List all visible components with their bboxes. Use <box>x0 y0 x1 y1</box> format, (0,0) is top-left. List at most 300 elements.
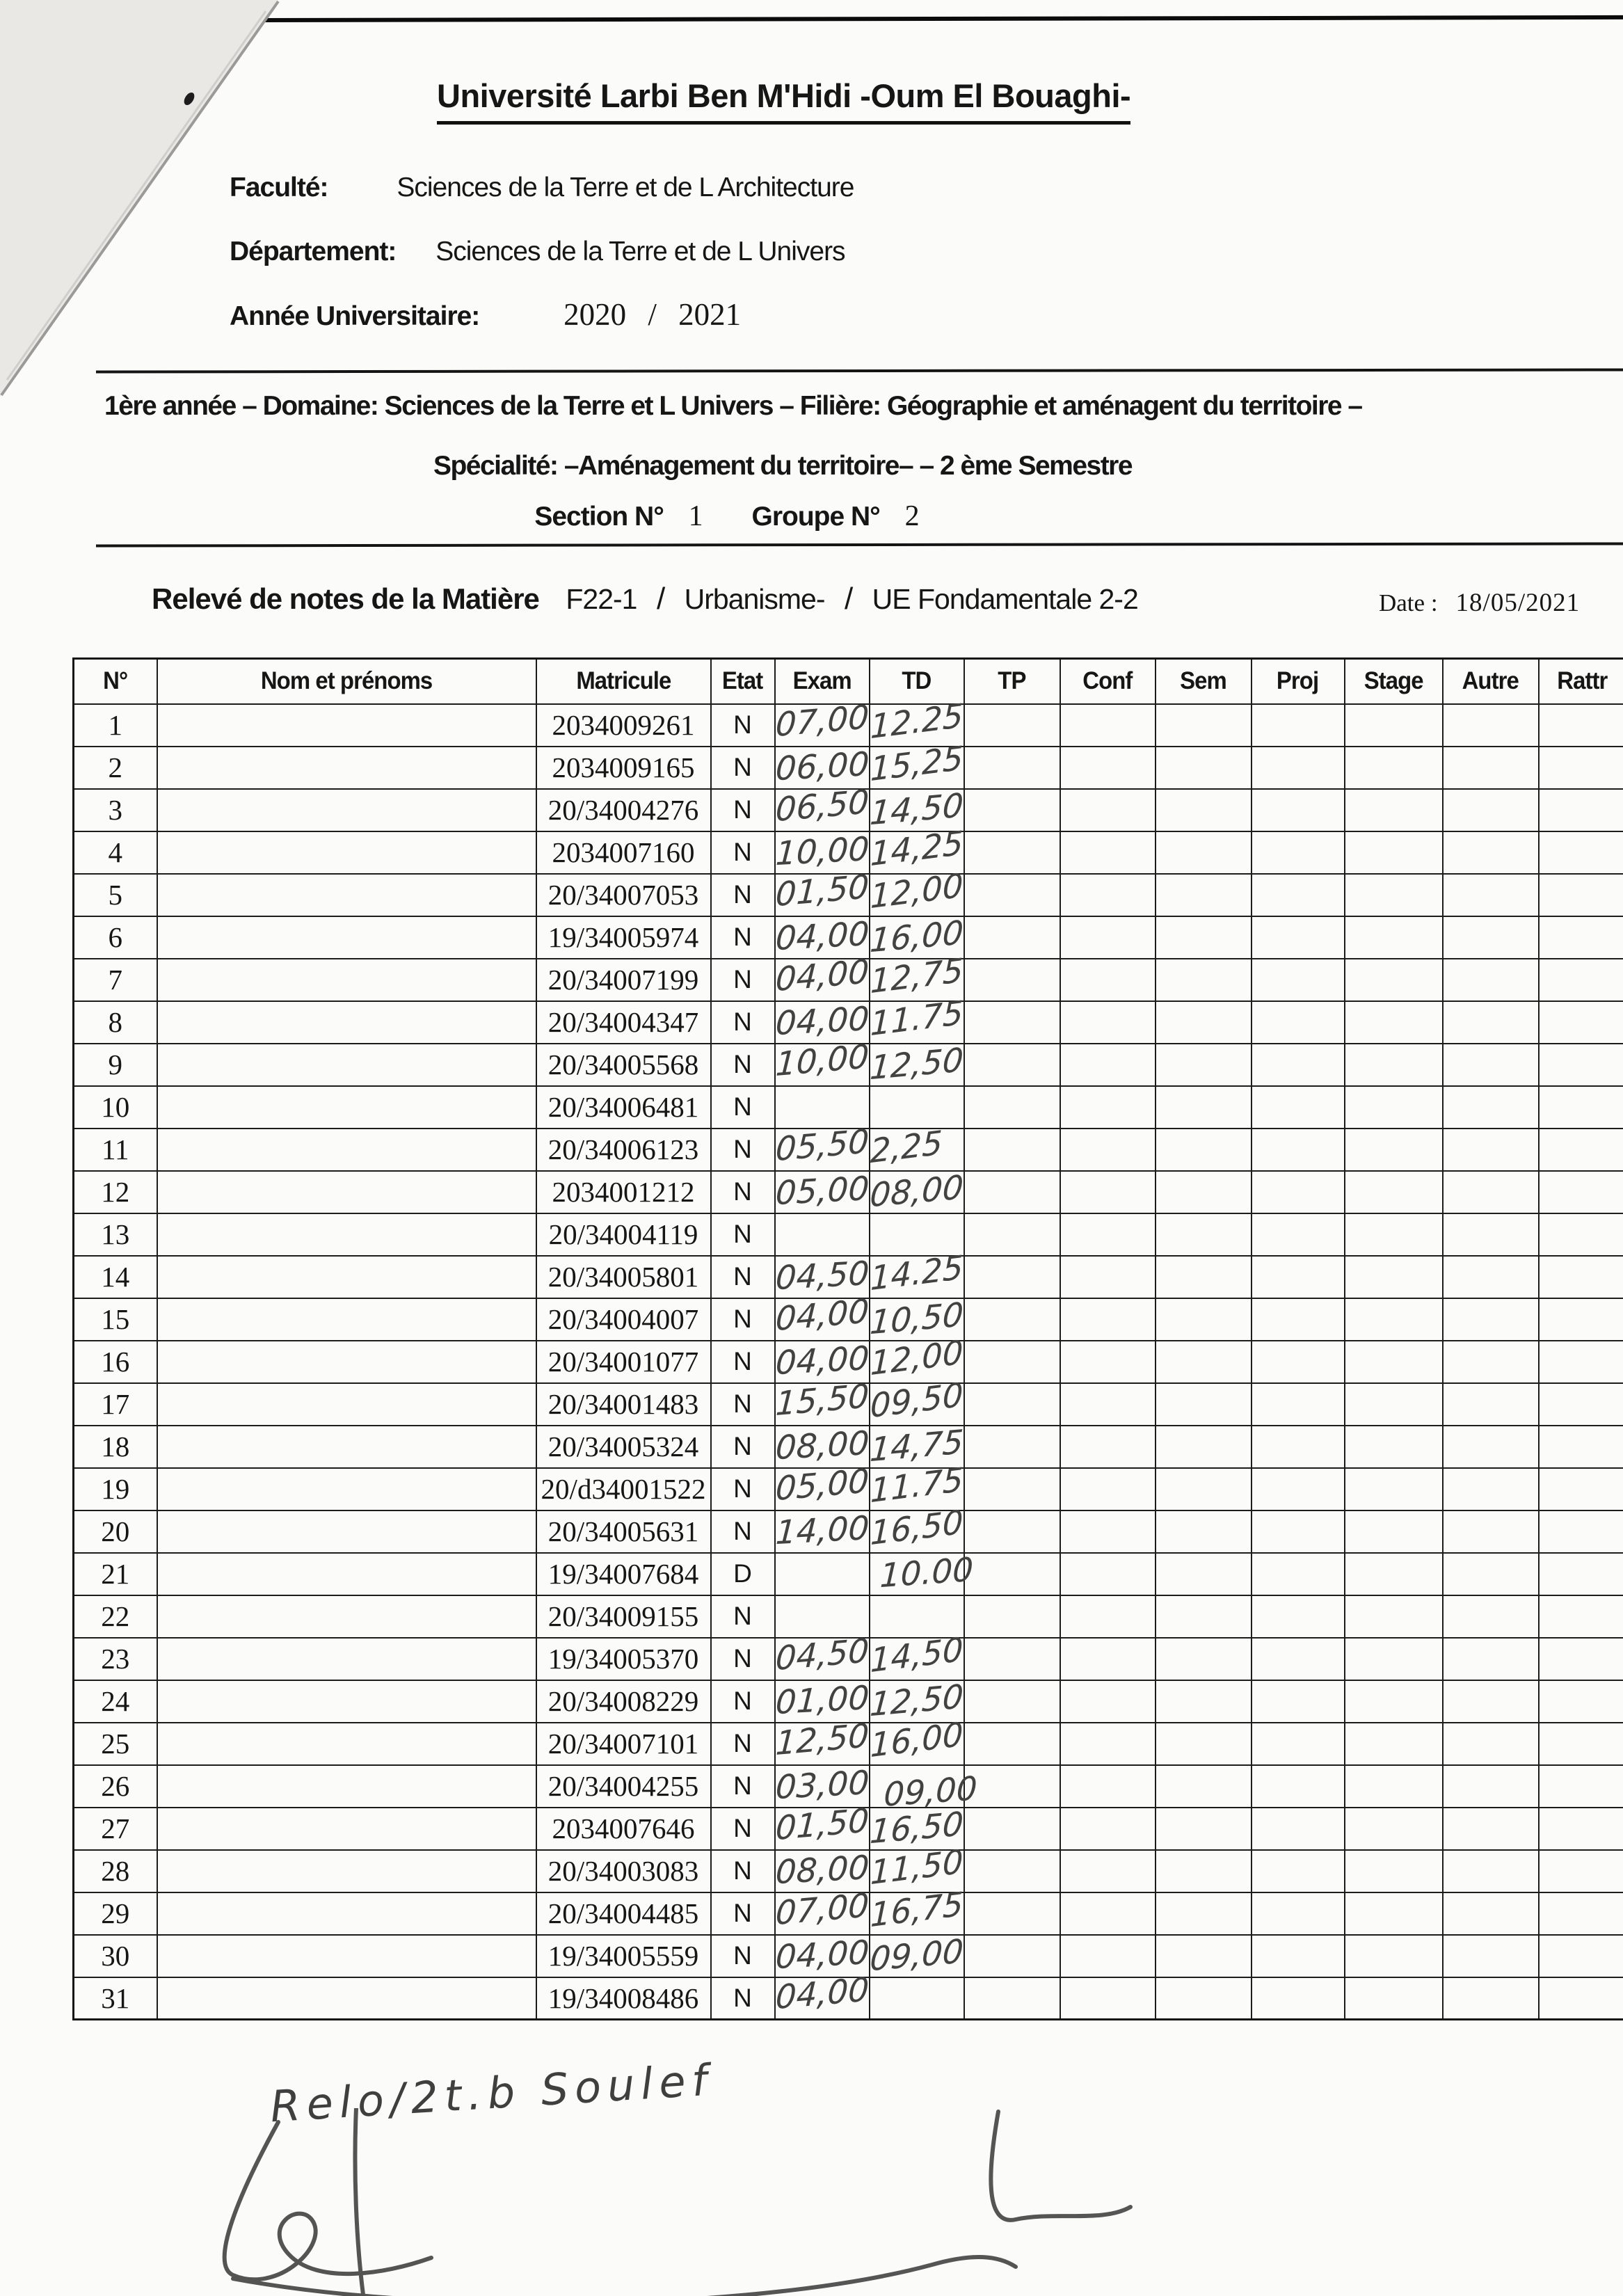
name-cell <box>157 1723 536 1765</box>
exam-cell <box>774 1291 870 1341</box>
tp-cell <box>964 1468 1060 1510</box>
handwritten-td-score: 12.25 <box>869 696 964 747</box>
rattr-cell <box>1539 874 1623 916</box>
sem-cell <box>1156 1977 1252 2020</box>
etat-cell: N <box>711 1426 775 1468</box>
handwritten-td-score: 14,25 <box>869 823 964 874</box>
separator-slash: / <box>844 582 853 616</box>
td-cell <box>869 1460 964 1510</box>
stage-cell <box>1345 1595 1443 1638</box>
handwritten-td-score: 14.25 <box>869 1247 964 1298</box>
sem-cell <box>1156 1468 1252 1510</box>
etat-cell: N <box>711 1213 775 1256</box>
td-cell <box>868 1677 965 1724</box>
num-cell: 31 <box>74 1977 157 2020</box>
td-cell <box>870 1595 964 1638</box>
sem-cell <box>1156 1213 1252 1256</box>
name-cell <box>157 1553 536 1595</box>
exam-cell <box>775 1086 870 1129</box>
autre-cell <box>1443 1977 1539 2020</box>
sem-cell <box>1156 747 1252 789</box>
table-row <box>74 1553 1623 1595</box>
name-cell <box>157 1808 536 1850</box>
etat-cell: N <box>711 916 775 959</box>
proj-cell <box>1252 789 1345 831</box>
tp-cell <box>964 1213 1060 1256</box>
stage-cell <box>1345 1129 1443 1171</box>
proj-cell <box>1252 704 1345 747</box>
specialite-line: Spécialité: –Aménagement du territoire– – 2 ème Semestre <box>433 451 1133 481</box>
autre-cell <box>1443 1298 1539 1341</box>
rattr-cell <box>1539 1426 1623 1468</box>
handwritten-exam-score: 05,00 <box>774 1461 870 1508</box>
etat-cell: N <box>711 1341 775 1383</box>
stage-cell <box>1345 1298 1443 1341</box>
etat-cell: N <box>711 1595 775 1638</box>
table-row <box>74 1129 1623 1171</box>
conf-cell <box>1060 1850 1156 1892</box>
autre-cell <box>1443 1213 1539 1256</box>
tp-cell <box>964 789 1060 831</box>
td-cell <box>868 1167 965 1215</box>
etat-cell: N <box>711 1383 775 1426</box>
etat-cell: N <box>711 704 775 747</box>
exam-cell <box>775 1001 870 1044</box>
col-header-sem: Sem <box>1156 659 1252 704</box>
tp-cell <box>964 1892 1060 1935</box>
exam-cell <box>774 782 870 831</box>
matricule-cell: 2034007646 <box>536 1808 711 1850</box>
etat-cell: N <box>711 959 775 1001</box>
grades-table <box>72 657 1623 2020</box>
stage-cell <box>1345 1426 1443 1468</box>
num-cell: 21 <box>74 1553 157 1595</box>
exam-cell <box>774 1037 870 1086</box>
conf-cell <box>1060 874 1156 916</box>
num-cell: 28 <box>74 1850 157 1892</box>
tp-cell <box>964 1256 1060 1298</box>
matricule-cell: 20/34001483 <box>536 1383 711 1426</box>
grades-table-header <box>74 659 1623 704</box>
matiere-name: Urbanisme- <box>684 583 825 615</box>
tp-cell <box>964 1765 1060 1808</box>
etat-cell: N <box>711 1256 775 1298</box>
rattr-cell <box>1539 789 1623 831</box>
table-row <box>74 1341 1623 1383</box>
matricule-cell: 2034009261 <box>536 704 711 747</box>
etat-cell: N <box>711 874 775 916</box>
rattr-cell <box>1539 1129 1623 1171</box>
num-cell: 14 <box>74 1256 157 1298</box>
name-cell <box>157 747 536 789</box>
tp-cell <box>964 1680 1060 1723</box>
rattr-cell <box>1539 1256 1623 1298</box>
name-cell <box>157 1468 536 1510</box>
autre-cell <box>1443 789 1539 831</box>
handwritten-exam-score: 04,00 <box>774 914 870 958</box>
matricule-cell: 20/34004485 <box>536 1892 711 1935</box>
sem-cell <box>1156 1256 1252 1298</box>
autre-cell <box>1443 874 1539 916</box>
handwritten-exam-score: 10,00 <box>774 1037 870 1084</box>
sem-cell <box>1156 1638 1252 1680</box>
proj-cell <box>1252 959 1345 1001</box>
tp-cell <box>964 1850 1060 1892</box>
exam-cell <box>774 697 870 747</box>
col-header-name: Nom et prénoms <box>157 659 536 704</box>
tp-cell <box>964 831 1060 874</box>
tp-cell <box>964 1298 1060 1341</box>
sem-cell <box>1156 1723 1252 1765</box>
proj-cell <box>1252 747 1345 789</box>
autre-cell <box>1443 831 1539 874</box>
tp-cell <box>964 1553 1060 1595</box>
etat-cell: N <box>711 1723 775 1765</box>
handwritten-td-score: 11,50 <box>869 1842 964 1892</box>
sem-cell <box>1156 1680 1252 1723</box>
matricule-cell: 20/34007053 <box>536 874 711 916</box>
etat-cell: N <box>711 1850 775 1892</box>
divider-line-bottom <box>96 542 1623 547</box>
matricule-cell: 20/34004007 <box>536 1298 711 1341</box>
exam-cell <box>774 1122 870 1171</box>
autre-cell <box>1443 704 1539 747</box>
faculte-value: Sciences de la Terre et de L Architecture <box>397 173 854 202</box>
rattr-cell <box>1539 1808 1623 1850</box>
rattr-cell <box>1539 1638 1623 1680</box>
handwritten-td-score: 16,50 <box>869 1502 964 1553</box>
handwritten-td-score: 12,00 <box>869 1332 964 1383</box>
autre-cell <box>1443 1510 1539 1553</box>
etat-cell: D <box>711 1553 775 1595</box>
proj-cell <box>1252 1808 1345 1850</box>
handwritten-td-score: 14,50 <box>869 1629 964 1680</box>
divider-line-top <box>96 368 1623 373</box>
proj-cell <box>1252 1553 1345 1595</box>
releve-line <box>152 582 1138 616</box>
matricule-cell: 20/34007101 <box>536 1723 711 1765</box>
scan-edge-line <box>240 15 1623 22</box>
exam-cell <box>774 1970 870 2020</box>
td-cell <box>869 1502 964 1553</box>
num-cell: 18 <box>74 1426 157 1468</box>
exam-cell <box>774 867 870 916</box>
proj-cell <box>1252 1044 1345 1086</box>
col-header-tp: TP <box>964 659 1060 704</box>
conf-cell <box>1060 916 1156 959</box>
col-header-exam: Exam <box>775 659 870 704</box>
sem-cell <box>1156 874 1252 916</box>
table-row <box>74 789 1623 831</box>
date-label: Date : <box>1379 589 1438 616</box>
proj-cell <box>1252 1468 1345 1510</box>
proj-cell <box>1252 1850 1345 1892</box>
num-cell: 4 <box>74 831 157 874</box>
proj-cell <box>1252 1977 1345 2020</box>
handwritten-exam-score: 12,50 <box>774 1716 870 1763</box>
handwritten-td-score: 09,00 <box>868 1931 965 1979</box>
handwritten-exam-score: 07,00 <box>774 1886 870 1933</box>
matricule-cell: 20/34009155 <box>536 1595 711 1638</box>
conf-cell <box>1060 1256 1156 1298</box>
table-row <box>74 1086 1623 1129</box>
tp-cell <box>964 1510 1060 1553</box>
groupe-number: 2 <box>904 500 920 532</box>
tp-cell <box>964 1977 1060 2020</box>
handwritten-exam-score: 03,00 <box>774 1763 870 1807</box>
sem-cell <box>1156 1935 1252 1977</box>
num-cell: 8 <box>74 1001 157 1044</box>
sem-cell <box>1156 1171 1252 1213</box>
name-cell <box>157 1680 536 1723</box>
annee-label: Année Universitaire: <box>230 301 480 331</box>
proj-cell <box>1252 1086 1345 1129</box>
conf-cell <box>1060 1638 1156 1680</box>
sem-cell <box>1156 1426 1252 1468</box>
col-header-stage: Stage <box>1345 659 1443 704</box>
conf-cell <box>1060 1383 1156 1426</box>
proj-cell <box>1252 1638 1345 1680</box>
td-cell <box>869 950 964 1001</box>
table-row <box>74 874 1623 916</box>
stage-cell <box>1345 1723 1443 1765</box>
autre-cell <box>1443 747 1539 789</box>
stage-cell <box>1345 831 1443 874</box>
rattr-cell <box>1539 747 1623 789</box>
conf-cell <box>1060 789 1156 831</box>
col-header-autre: Autre <box>1443 659 1539 704</box>
sem-cell <box>1156 1044 1252 1086</box>
handwritten-td-score: 11.75 <box>869 993 964 1044</box>
autre-cell <box>1443 1808 1539 1850</box>
exam-cell <box>775 1935 870 1977</box>
name-cell <box>157 704 536 747</box>
conf-cell <box>1060 1680 1156 1723</box>
departement-label: Département: <box>230 237 397 266</box>
handwritten-td-score: 2,25 <box>869 1123 943 1171</box>
table-row <box>74 959 1623 1001</box>
tp-cell <box>964 1383 1060 1426</box>
annee-value: 2020 / 2021 <box>563 297 742 332</box>
table-row <box>74 1383 1623 1426</box>
autre-cell <box>1443 916 1539 959</box>
stage-cell <box>1345 1935 1443 1977</box>
td-cell <box>868 786 965 833</box>
rattr-cell <box>1539 1850 1623 1892</box>
handwritten-exam-score: 01,00 <box>774 1678 870 1722</box>
name-cell <box>157 1638 536 1680</box>
stage-cell <box>1345 747 1443 789</box>
handwritten-exam-score: 08,00 <box>774 1848 870 1892</box>
name-cell <box>157 1850 536 1892</box>
stage-cell <box>1345 1808 1443 1850</box>
exam-cell <box>775 1553 870 1595</box>
handwritten-exam-score: 14,00 <box>774 1508 870 1552</box>
td-cell <box>868 1295 965 1342</box>
sem-cell <box>1156 704 1252 747</box>
handwritten-exam-score: 15,50 <box>774 1376 870 1424</box>
etat-cell: N <box>711 1977 775 2020</box>
conf-cell <box>1060 1595 1156 1638</box>
sem-cell <box>1156 1850 1252 1892</box>
num-cell: 22 <box>74 1595 157 1638</box>
rattr-cell <box>1539 1935 1623 1977</box>
etat-cell: N <box>711 1298 775 1341</box>
signature-monogram <box>225 2122 431 2279</box>
departement-value: Sciences de la Terre et de L Univers <box>435 237 845 266</box>
name-cell <box>157 1044 536 1086</box>
sem-cell <box>1156 1383 1252 1426</box>
matricule-cell: 20/34005801 <box>536 1256 711 1298</box>
exam-cell <box>775 1680 870 1723</box>
sem-cell <box>1156 1510 1252 1553</box>
name-cell <box>157 1892 536 1935</box>
rattr-cell <box>1539 959 1623 1001</box>
tp-cell <box>964 1086 1060 1129</box>
proj-cell <box>1252 1680 1345 1723</box>
handwritten-exam-score: 01,50 <box>774 1801 870 1848</box>
name-cell <box>157 1129 536 1171</box>
exam-cell <box>774 1631 870 1680</box>
conf-cell <box>1060 1553 1156 1595</box>
exam-cell <box>774 1376 870 1426</box>
autre-cell <box>1443 1001 1539 1044</box>
exam-cell <box>775 831 870 874</box>
rattr-cell <box>1539 1680 1623 1723</box>
tp-cell <box>964 1001 1060 1044</box>
name-cell <box>157 916 536 959</box>
rattr-cell <box>1539 1171 1623 1213</box>
td-cell <box>870 1213 964 1256</box>
conf-cell <box>1060 1935 1156 1977</box>
table-row <box>74 1850 1623 1892</box>
handwritten-exam-score: 10,00 <box>774 829 870 873</box>
handwritten-td-score: 11.75 <box>869 1460 964 1510</box>
rattr-cell <box>1539 1595 1623 1638</box>
conf-cell <box>1060 1468 1156 1510</box>
rattr-cell <box>1539 1086 1623 1129</box>
num-cell: 20 <box>74 1510 157 1553</box>
exam-cell <box>775 1765 870 1808</box>
conf-cell <box>1060 747 1156 789</box>
table-row <box>74 1213 1623 1256</box>
num-cell: 19 <box>74 1468 157 1510</box>
sem-cell <box>1156 1086 1252 1129</box>
td-cell <box>869 1332 964 1383</box>
handwritten-td-score: 15,25 <box>869 738 964 789</box>
rattr-cell <box>1539 1553 1623 1595</box>
matricule-cell: 20/34004347 <box>536 1001 711 1044</box>
name-cell <box>157 1341 536 1383</box>
rattr-cell <box>1539 1383 1623 1426</box>
proj-cell <box>1252 1256 1345 1298</box>
handwritten-td-score: 09,00 <box>882 1769 978 1815</box>
td-cell <box>869 1247 964 1298</box>
sem-cell <box>1156 831 1252 874</box>
autre-cell <box>1443 1765 1539 1808</box>
matricule-cell: 20/34003083 <box>536 1850 711 1892</box>
etat-cell: N <box>711 831 775 874</box>
td-cell <box>870 1550 974 1595</box>
stage-cell <box>1345 959 1443 1001</box>
etat-cell: N <box>711 1935 775 1977</box>
col-header-rattr: Rattr <box>1539 659 1623 704</box>
conf-cell <box>1060 1808 1156 1850</box>
stage-cell <box>1345 1001 1443 1044</box>
exam-cell <box>774 1801 870 1850</box>
handwritten-td-score: 14,50 <box>868 786 965 833</box>
num-cell: 15 <box>74 1298 157 1341</box>
matricule-cell: 19/34007684 <box>536 1553 711 1595</box>
td-cell <box>869 993 964 1044</box>
conf-cell <box>1060 704 1156 747</box>
handwritten-signature-scribble <box>174 2108 1259 2296</box>
table-row <box>74 1298 1623 1341</box>
num-cell: 12 <box>74 1171 157 1213</box>
tp-cell <box>964 1638 1060 1680</box>
handwritten-exam-score: 06,00 <box>774 744 870 788</box>
matricule-cell: 20/34006123 <box>536 1129 711 1171</box>
conf-cell <box>1060 1892 1156 1935</box>
col-header-num: N° <box>74 659 157 704</box>
conf-cell <box>1060 1723 1156 1765</box>
td-cell <box>869 1842 964 1892</box>
tp-cell <box>964 1129 1060 1171</box>
exam-cell <box>775 916 870 959</box>
rattr-cell <box>1539 1977 1623 2020</box>
tp-cell <box>964 1171 1060 1213</box>
faculte-label: Faculté: <box>230 173 328 202</box>
autre-cell <box>1443 1680 1539 1723</box>
conf-cell <box>1060 1001 1156 1044</box>
stage-cell <box>1345 1086 1443 1129</box>
signature-flourish <box>991 2112 1130 2220</box>
name-cell <box>157 1426 536 1468</box>
stage-cell <box>1345 1765 1443 1808</box>
rattr-cell <box>1539 1723 1623 1765</box>
td-cell <box>868 1040 965 1087</box>
handwritten-td-score: 16,00 <box>869 1714 964 1765</box>
proj-cell <box>1252 1171 1345 1213</box>
proj-cell <box>1252 1510 1345 1553</box>
name-cell <box>157 1298 536 1341</box>
page-title: Université Larbi Ben M'Hidi -Oum El Bouaghi- <box>437 77 1130 125</box>
stage-cell <box>1345 1638 1443 1680</box>
etat-cell: N <box>711 1808 775 1850</box>
handwritten-td-score: 12,50 <box>868 1040 965 1087</box>
matricule-cell: 19/34005559 <box>536 1935 711 1977</box>
num-cell: 24 <box>74 1680 157 1723</box>
conf-cell <box>1060 1298 1156 1341</box>
autre-cell <box>1443 1935 1539 1977</box>
table-row <box>74 1680 1623 1723</box>
proj-cell <box>1252 1765 1345 1808</box>
proj-cell <box>1252 916 1345 959</box>
name-cell <box>157 1256 536 1298</box>
rattr-cell <box>1539 1213 1623 1256</box>
groupe-label: Groupe N° <box>751 502 880 532</box>
conf-cell <box>1060 1086 1156 1129</box>
td-cell <box>869 1123 964 1171</box>
td-cell <box>869 823 964 874</box>
stage-cell <box>1345 1510 1443 1553</box>
proj-cell <box>1252 1213 1345 1256</box>
autre-cell <box>1443 1383 1539 1426</box>
handwritten-exam-score: 04,00 <box>774 1339 870 1382</box>
table-row <box>74 747 1623 789</box>
table-row <box>74 1723 1623 1765</box>
conf-cell <box>1060 1510 1156 1553</box>
